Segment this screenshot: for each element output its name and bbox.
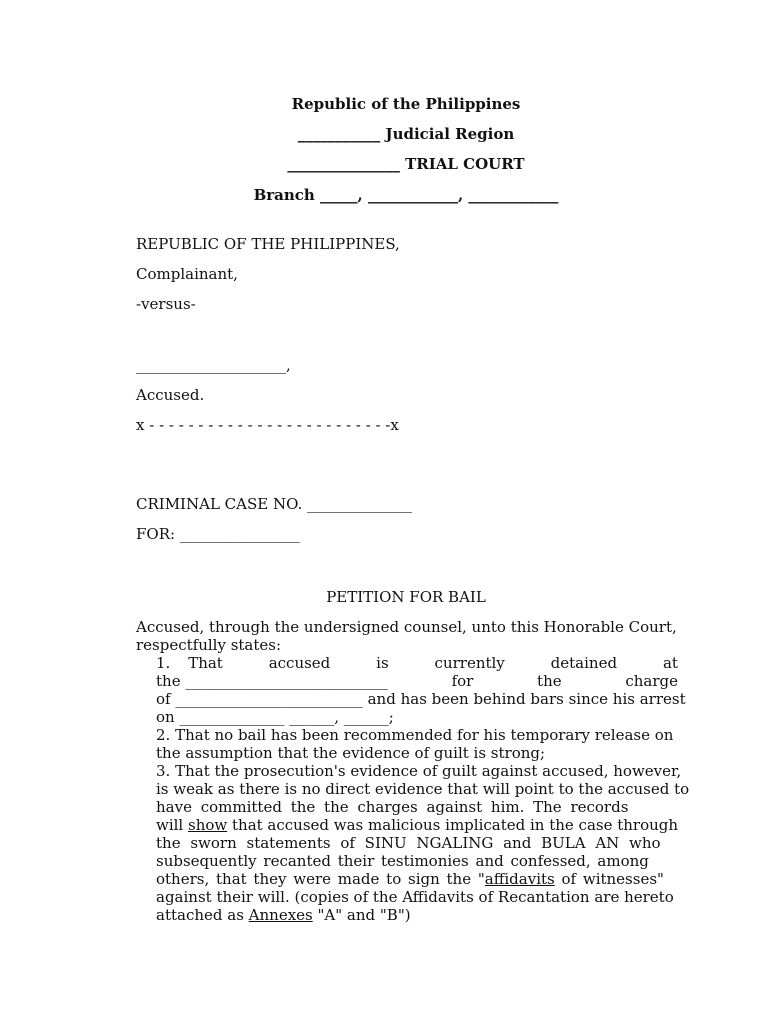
item-1-line-1 [156, 654, 678, 672]
item-1-word: is [376, 654, 389, 672]
item-1-word: for [451, 672, 474, 690]
item-3-underlined-annexes: Annexes [248, 906, 313, 924]
item-3-line-8: against their will. (copies of the Affidavits of Recantation are hereto [156, 888, 674, 906]
item-3-line-4 [156, 816, 678, 834]
document-title: PETITION FOR BAIL [326, 588, 486, 606]
item-3-text: "A" and "B") [312, 906, 411, 924]
item-3-text: that accused was malicious implicated in the case through [227, 816, 679, 834]
versus-label: -versus- [136, 295, 196, 313]
item-1-word: at [662, 654, 678, 672]
criminal-case-number: CRIMINAL CASE NO. ______________ [136, 495, 413, 513]
header-trial-court: _______________ TRIAL COURT [287, 155, 525, 173]
item-3-text: will [156, 816, 188, 834]
item-3-line-9 [156, 906, 678, 924]
item-3-line-2: is weak as there is no direct evidence that will point to the accused to [156, 780, 690, 798]
item-3-text: of witnesses" [554, 870, 664, 888]
item-1-line-4: on ______________ ______, ______; [156, 708, 394, 726]
caption-separator: x - - - - - - - - - - - - - - - - - - - - - - - - -x [136, 416, 399, 434]
item-1-number: 1. [156, 654, 171, 672]
case-for: FOR: ________________ [136, 525, 300, 543]
item-3-line-5: the sworn statements of SINU NGALING and BULA AN who [156, 834, 661, 852]
item-3-line-3: have committed the the charges against him. The records [156, 798, 629, 816]
item-1-detention-place: the ___________________________ [156, 672, 388, 690]
plaintiff-name: REPUBLIC OF THE PHILIPPINES, [136, 235, 400, 253]
item-1-word: accused [268, 654, 331, 672]
item-3-line-1: 3. That the prosecution's evidence of guilt against accused, however, [156, 762, 682, 780]
intro-line-1 [136, 618, 678, 636]
accused-name-blank: ____________________, [136, 356, 291, 374]
item-3-underlined-affidavits: affidavits [484, 870, 555, 888]
item-1-word: the [537, 672, 562, 690]
header-judicial-region: ___________ Judicial Region [297, 125, 515, 143]
item-3-text: others, that they were made to sign the " [156, 870, 485, 888]
header-branch: Branch _____, ____________, ____________ [253, 186, 559, 204]
item-3-underlined-show: show [188, 816, 228, 834]
item-1-word: charge [625, 672, 678, 690]
item-3-line-7 [156, 870, 678, 888]
item-1-word: currently [434, 654, 505, 672]
item-3-text: attached as [156, 906, 249, 924]
plaintiff-role: Complainant, [136, 265, 238, 283]
item-1-word: detained [550, 654, 618, 672]
item-1-line-2 [156, 672, 678, 690]
accused-role: Accused. [136, 386, 205, 404]
intro-line-2: respectfully states: [136, 636, 282, 654]
item-1-word: That [188, 654, 223, 672]
item-2-line-2: the assumption that the evidence of guilt is strong; [156, 744, 546, 762]
item-1-line-3: of _________________________ and has been behind bars since his arrest [156, 690, 686, 708]
intro-line-1-text: Accused, through the undersigned counsel, unto this Honorable Court, [136, 618, 677, 636]
item-2-line-1: 2. That no bail has been recommended for his temporary release on [156, 726, 674, 744]
item-3-line-6: subsequently recanted their testimonies and confessed, among [156, 852, 649, 870]
header-republic: Republic of the Philippines [291, 95, 521, 113]
